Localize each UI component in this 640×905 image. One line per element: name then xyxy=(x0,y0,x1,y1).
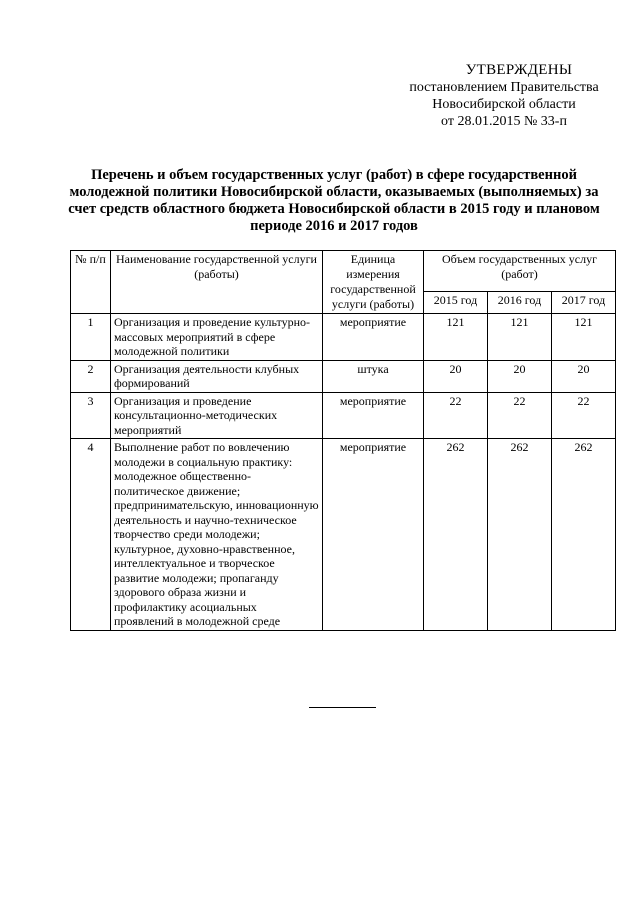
row-unit: мероприятие xyxy=(323,392,424,439)
row-num: 3 xyxy=(71,392,111,439)
row-value-2017: 121 xyxy=(552,314,616,361)
row-value-2015: 121 xyxy=(424,314,488,361)
row-value-2017: 22 xyxy=(552,392,616,439)
table-row xyxy=(71,392,616,439)
header-year-2017: 2017 год xyxy=(552,291,616,313)
row-service-name: Организация и проведение консультационно-методических мероприятий xyxy=(111,392,323,439)
row-service-name: Выполнение работ по вовлечению молодежи в социальную практику: молодежное общественно-политическое движение; предпринимательскую, инновационную деятельность и научно-техническое творчество среди молодежи; культурное, духовно-нравственное, интеллектуальное и творческое развитие молодежи; пропаганду здорового образа жизни и профилактику асоциальных проявлений в молодежной среде xyxy=(111,439,323,631)
row-num: 2 xyxy=(71,360,111,392)
header-num: № п/п xyxy=(71,251,111,314)
row-value-2016: 121 xyxy=(488,314,552,361)
row-service-name: Организация деятельности клубных формирований xyxy=(111,360,323,392)
document-title: Перечень и объем государственных услуг (работ) в сфере государственной молодежной политики Новосибирской области, оказываемых (выполняемых) за счет средств областного бюджета Новосибирской области в 2015 году и плановом периоде 2016 и 2017 годов xyxy=(68,167,600,234)
table-row xyxy=(71,314,616,361)
header-volume: Объем государственных услуг (работ) xyxy=(424,251,616,292)
services-table xyxy=(70,250,616,631)
approval-date-number: от 28.01.2015 № 33-п xyxy=(441,114,567,129)
row-value-2015: 22 xyxy=(424,392,488,439)
row-value-2016: 20 xyxy=(488,360,552,392)
approval-block xyxy=(384,62,624,130)
table-row xyxy=(71,360,616,392)
table-header-row xyxy=(71,251,616,292)
row-value-2017: 262 xyxy=(552,439,616,631)
header-unit: Единица измерения государственной услуги (работы) xyxy=(323,251,424,314)
row-service-name: Организация и проведение культурно-массовых мероприятий в сфере молодежной политики xyxy=(111,314,323,361)
row-unit: мероприятие xyxy=(323,314,424,361)
approval-stamp: УТВЕРЖДЕНЫ xyxy=(465,62,573,78)
approval-decree: постановлением Правительства xyxy=(409,80,599,95)
row-unit: мероприятие xyxy=(323,439,424,631)
table-row xyxy=(71,439,616,631)
closing-underline xyxy=(309,707,376,708)
row-value-2016: 262 xyxy=(488,439,552,631)
row-num: 4 xyxy=(71,439,111,631)
header-name: Наименование государственной услуги (работы) xyxy=(111,251,323,314)
approval-region: Новосибирской области xyxy=(432,97,576,112)
header-year-2015: 2015 год xyxy=(424,291,488,313)
row-num: 1 xyxy=(71,314,111,361)
row-value-2017: 20 xyxy=(552,360,616,392)
row-value-2015: 262 xyxy=(424,439,488,631)
row-value-2015: 20 xyxy=(424,360,488,392)
header-year-2016: 2016 год xyxy=(488,291,552,313)
row-value-2016: 22 xyxy=(488,392,552,439)
row-unit: штука xyxy=(323,360,424,392)
